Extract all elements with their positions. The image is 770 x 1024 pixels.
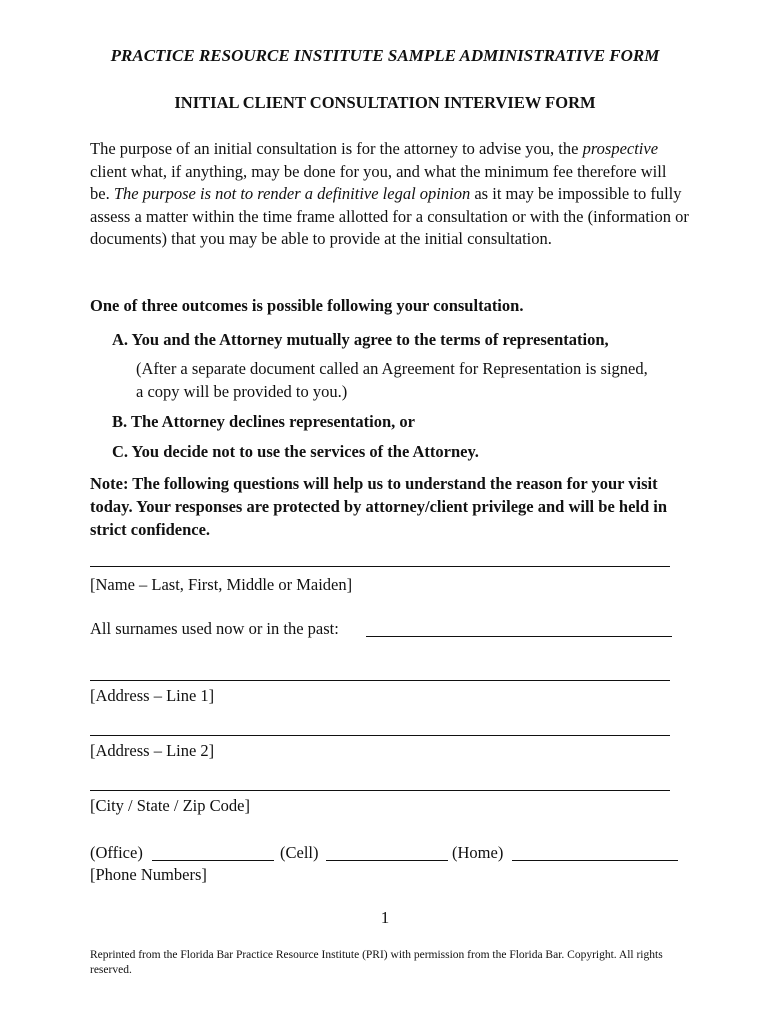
- outcome-b: B. The Attorney declines representation, or: [112, 412, 415, 431]
- name-input-line[interactable]: [90, 566, 670, 567]
- address1-label: [Address – Line 1]: [90, 686, 215, 705]
- office-label: (Office): [90, 843, 143, 862]
- home-phone-input-line[interactable]: [512, 860, 678, 861]
- name-label: [Name – Last, First, Middle or Maiden]: [90, 575, 353, 594]
- address1-input-line[interactable]: [90, 680, 670, 681]
- city-label: [City / State / Zip Code]: [90, 796, 250, 815]
- intro-prospective: prospective: [582, 139, 659, 158]
- surnames-label: All surnames used now or in the past:: [90, 619, 339, 638]
- intro-paragraph: [90, 138, 690, 251]
- institute-title: PRACTICE RESOURCE INSTITUTE SAMPLE ADMINISTRATIVE FORM: [110, 46, 660, 65]
- page-number: 1: [380, 908, 390, 927]
- outcomes-heading: One of three outcomes is possible following your consultation.: [90, 296, 524, 315]
- phone-numbers-label: [Phone Numbers]: [90, 865, 207, 884]
- cell-label: (Cell): [280, 843, 319, 862]
- outcome-c: C. You decide not to use the services of the Attorney.: [112, 442, 479, 461]
- address2-label: [Address – Line 2]: [90, 741, 215, 760]
- intro-emphasis: The purpose is not to render a definitive legal opinion: [113, 184, 471, 204]
- office-phone-input-line[interactable]: [152, 860, 274, 861]
- city-input-line[interactable]: [90, 790, 670, 791]
- outcome-a: A. You and the Attorney mutually agree to the terms of representation,: [112, 330, 609, 349]
- intro-text-2: client what, if anything, may be done for you, and what the minimum fee therefore will be.: [90, 161, 667, 204]
- footer-copyright: Reprinted from the Florida Bar Practice Resource Institute (PRI) with permission from the Florida Bar. Copyright. All rights reserved.: [90, 949, 663, 976]
- address2-input-line[interactable]: [90, 735, 670, 736]
- form-title: INITIAL CLIENT CONSULTATION INTERVIEW FORM: [174, 93, 596, 112]
- privacy-note: Note: The following questions will help us to understand the reason for your visit today. Your responses are protected by attorney/client privilege and will be held in strict confidence.: [90, 474, 668, 539]
- outcome-a-note: (After a separate document called an Agreement for Representation is signed, a copy will be provided to you.): [136, 359, 648, 401]
- surnames-input-line[interactable]: [366, 636, 672, 637]
- phone-row: [90, 843, 143, 863]
- cell-phone-input-line[interactable]: [326, 860, 448, 861]
- intro-text-1: The purpose of an initial consultation is for the attorney to advise you, the: [90, 139, 583, 158]
- home-label: (Home): [452, 843, 504, 862]
- intro-text-3: as it may be impossible to fully assess a matter within the time frame allotted for a consultation or with the (information or documents) that you may be able to provide at the initial consultation.: [90, 184, 689, 249]
